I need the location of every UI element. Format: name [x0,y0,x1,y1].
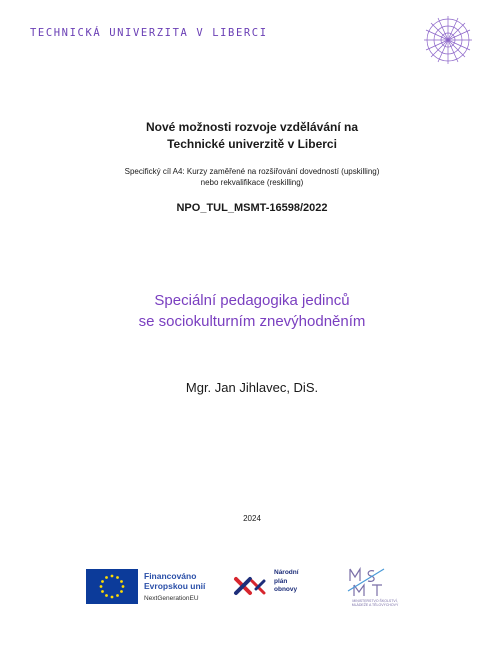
university-name: TECHNICKÁ UNIVERZITA V LIBERCI [30,27,268,39]
specific-goal [0,166,504,188]
project-title-line: Nové možnosti rozvoje vzdělávání na [145,120,359,134]
npo-text-line: plán [274,577,288,585]
npo-text-line: obnovy [274,586,298,593]
eu-funding-text: Financováno [144,571,197,581]
project-title [0,119,504,153]
project-title-line: Technické univerzitě v Liberci [167,137,337,151]
npo-text-line: Národní [274,569,299,576]
eu-funding-logo [86,569,240,607]
project-code: NPO_TUL_MSMT-16598/2022 [176,202,328,214]
course-title-line: Speciální pedagogika jedinců [154,292,350,309]
publication-year: 2024 [243,514,261,523]
specific-goal-line: nebo rekvalifikace (reskilling) [200,178,304,187]
msmt-caption: MINISTERSTVO ŠKOLSTVÍ, MLÁDEŽE A TĚLOVÝCHOVY [351,599,399,607]
course-title [0,290,504,332]
eu-program-text: NextGenerationEU [144,595,199,602]
author-name: Mgr. Jan Jihlavec, DiS. [185,380,319,395]
npo-mark-icon [232,571,270,603]
specific-goal-line: Specifický cíl A4: Kurzy zaměřené na rozšiřování dovedností (upskilling) [124,167,380,176]
npo-text [274,569,318,595]
university-logo-icon [422,14,474,66]
eu-flag-icon [86,569,138,604]
npo-logo [232,567,322,607]
eu-funding-text: Evropskou unií [144,581,206,591]
msmt-mark-icon [344,565,406,599]
msmt-logo [344,565,406,609]
course-title-line: se sociokulturním znevýhodněním [138,313,366,330]
